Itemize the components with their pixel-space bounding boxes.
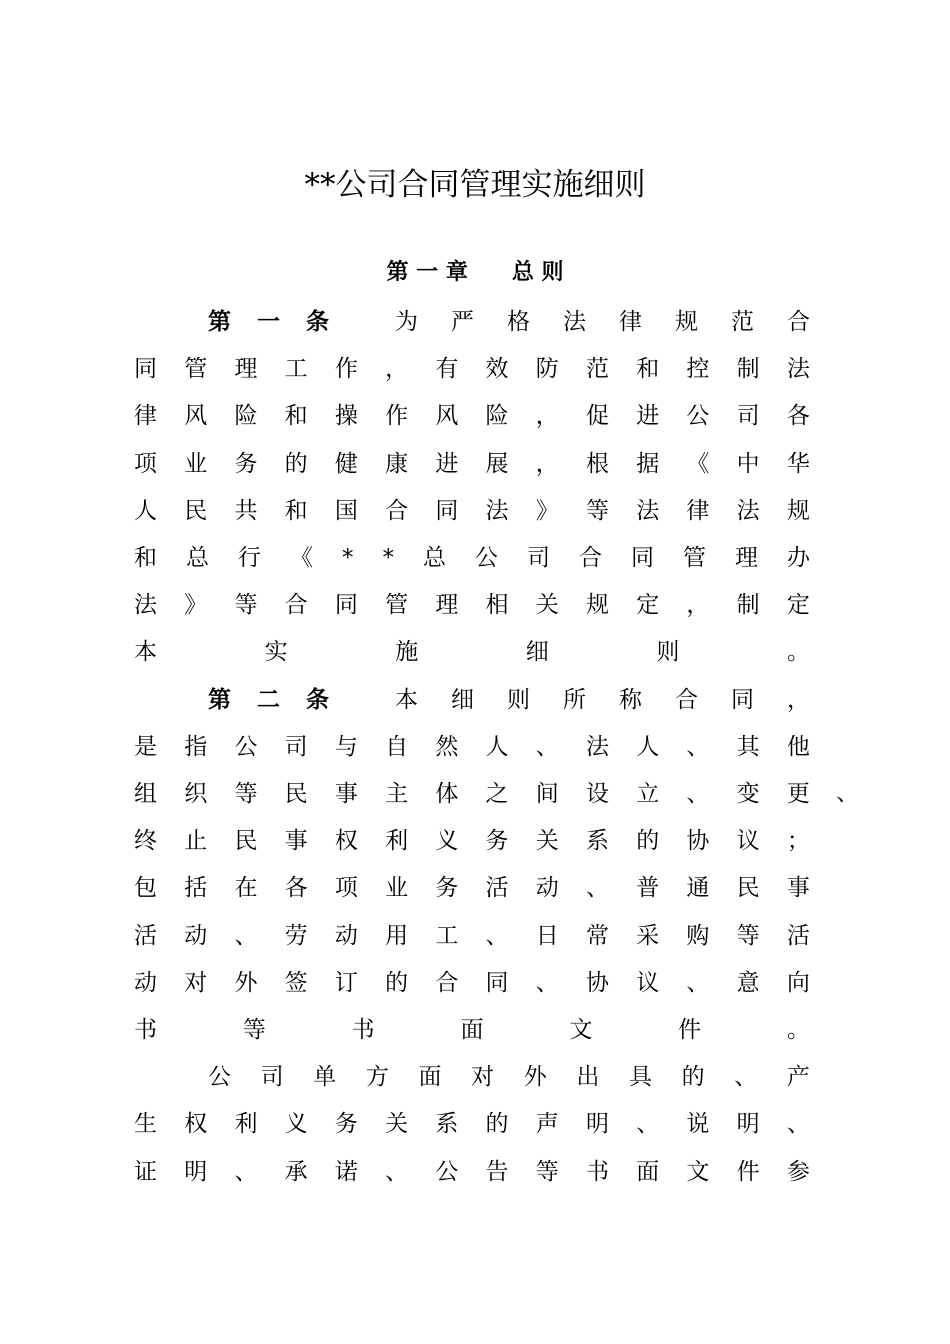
body-line bbox=[134, 444, 810, 484]
article-number: 第一条 bbox=[208, 309, 355, 335]
body-line bbox=[134, 774, 810, 814]
body-line-text: 同 管 理 工 作 ， 有 效 防 范 和 控 制 法 bbox=[134, 356, 810, 382]
body-line bbox=[134, 1010, 810, 1050]
body-line-text: 和 总 行 《 * * 总 公 司 合 同 管 理 办 bbox=[134, 545, 810, 571]
body-line bbox=[134, 349, 810, 389]
body-line-text: 为 严 格 法 律 规 范 合 bbox=[395, 309, 810, 335]
body-line bbox=[134, 491, 810, 531]
body-line-text: 本 细 则 所 称 合 同 ， bbox=[395, 687, 810, 713]
body-line bbox=[134, 632, 810, 672]
body-line bbox=[208, 302, 810, 342]
body-line-text: 是 指 公 司 与 自 然 人 、 法 人 、 其 他 bbox=[134, 734, 810, 760]
body-line bbox=[134, 1104, 810, 1144]
body-line-text: 组 织 等 民 事 主 体 之 间 设 立 、 变 更 bbox=[134, 781, 810, 807]
article-number: 第二条 bbox=[208, 687, 355, 713]
body-line-text: 终 止 民 事 权 利 义 务 关 系 的 协 议 ； bbox=[134, 828, 810, 854]
body-line bbox=[134, 538, 810, 578]
body-line-text: 包 括 在 各 项 业 务 活 动 、 普 通 民 事 bbox=[134, 875, 810, 901]
body-line-text: 公 司 单 方 面 对 外 出 具 的 、 产 bbox=[208, 1064, 810, 1090]
body-line bbox=[134, 821, 810, 861]
body-line bbox=[134, 585, 810, 625]
body-line-text: 生 权 利 义 务 关 系 的 声 明 、 说 明 、 bbox=[134, 1111, 810, 1137]
body-line-text: 证 明 、 承 诺 、 公 告 等 书 面 文 件 参 bbox=[134, 1159, 810, 1185]
body-line bbox=[134, 868, 810, 908]
body-line-text: 本 实 施 细 则 。 bbox=[134, 639, 810, 665]
body-line-text: 法 》 等 合 同 管 理 相 关 规 定 ， 制 定 bbox=[134, 592, 810, 618]
body-line-text: 人 民 共 和 国 合 同 法 》 等 法 律 法 规 bbox=[134, 498, 810, 524]
body-line-text: 律 风 险 和 操 作 风 险 ， 促 进 公 司 各 bbox=[134, 403, 810, 429]
line-overflow-mark: 、 bbox=[836, 780, 859, 806]
document-title: **公司合同管理实施细则 bbox=[304, 167, 646, 203]
body-line-text: 项 业 务 的 健 康 进 展 ， 根 据 《 中 华 bbox=[134, 451, 810, 477]
body-line bbox=[134, 1152, 810, 1192]
chapter-heading-text: 第 一 章 总 则 bbox=[386, 260, 564, 285]
body-line bbox=[208, 1057, 810, 1097]
body-line bbox=[208, 680, 810, 720]
body-line-text: 书 等 书 面 文 件 。 bbox=[134, 1017, 810, 1043]
body-line bbox=[134, 963, 810, 1003]
chapter-heading bbox=[0, 255, 950, 291]
body-line-text: 动 对 外 签 订 的 合 同 、 协 议 、 意 向 bbox=[134, 970, 810, 996]
body-line bbox=[134, 727, 810, 767]
body-line bbox=[134, 916, 810, 956]
body-line-text: 活 动 、 劳 动 用 工 、 日 常 采 购 等 活 bbox=[134, 923, 810, 949]
body-line bbox=[134, 396, 810, 436]
